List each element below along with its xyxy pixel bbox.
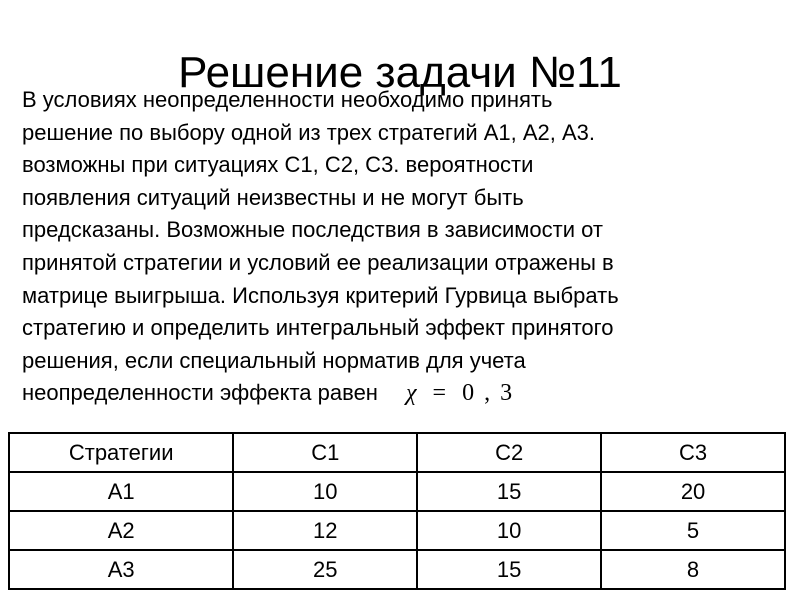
problem-line: принятой стратегии и условий ее реализации отражены в: [22, 249, 614, 275]
problem-line: решение по выбору одной из трех стратегий А1, А2, А3.: [22, 119, 596, 145]
payoff-cell: 20: [601, 472, 785, 511]
payoff-cell: 15: [417, 550, 601, 589]
header-c1: С1: [233, 433, 417, 472]
header-c3: С3: [601, 433, 785, 472]
problem-line-last: [22, 377, 792, 410]
strategy-cell: А2: [9, 511, 233, 550]
payoff-cell: 10: [233, 472, 417, 511]
payoff-cell: 10: [417, 511, 601, 550]
hurwicz-coefficient-formula: [406, 380, 514, 406]
chi-symbol: χ: [405, 380, 419, 407]
payoff-cell: 5: [601, 511, 785, 550]
payoff-cell: 25: [233, 550, 417, 589]
problem-statement: [22, 84, 792, 410]
problem-line: стратегию и определить интегральный эффект принятого: [22, 315, 614, 341]
coefficient-value: 0 , 3: [462, 380, 515, 407]
problem-line: матрице выигрыша. Используя критерий Гурвица выбрать: [22, 282, 619, 308]
header-strategies: Стратегии: [9, 433, 233, 472]
table-header-row: [9, 433, 785, 472]
slide-title: Решение задачи №11: [178, 48, 622, 97]
problem-line: В условиях неопределенности необходимо принять: [22, 87, 553, 112]
payoff-matrix-table: [8, 432, 786, 590]
equals-sign: =: [432, 380, 449, 407]
table-row: [9, 472, 785, 511]
payoff-cell: 15: [417, 472, 601, 511]
problem-line: появления ситуаций неизвестны и не могут быть: [22, 184, 524, 210]
strategy-cell: А1: [9, 472, 233, 511]
problem-line-text: неопределенности эффекта равен: [22, 380, 378, 406]
strategy-cell: А3: [9, 550, 233, 589]
header-c2: С2: [417, 433, 601, 472]
table-row: [9, 511, 785, 550]
problem-line: возможны при ситуациях С1, С2, С3. вероятности: [22, 152, 534, 178]
payoff-cell: 12: [233, 511, 417, 550]
problem-line: решения, если специальный норматив для учета: [22, 347, 526, 373]
table-row: [9, 550, 785, 589]
payoff-cell: 8: [601, 550, 785, 589]
problem-line: предсказаны. Возможные последствия в зависимости от: [22, 217, 603, 243]
